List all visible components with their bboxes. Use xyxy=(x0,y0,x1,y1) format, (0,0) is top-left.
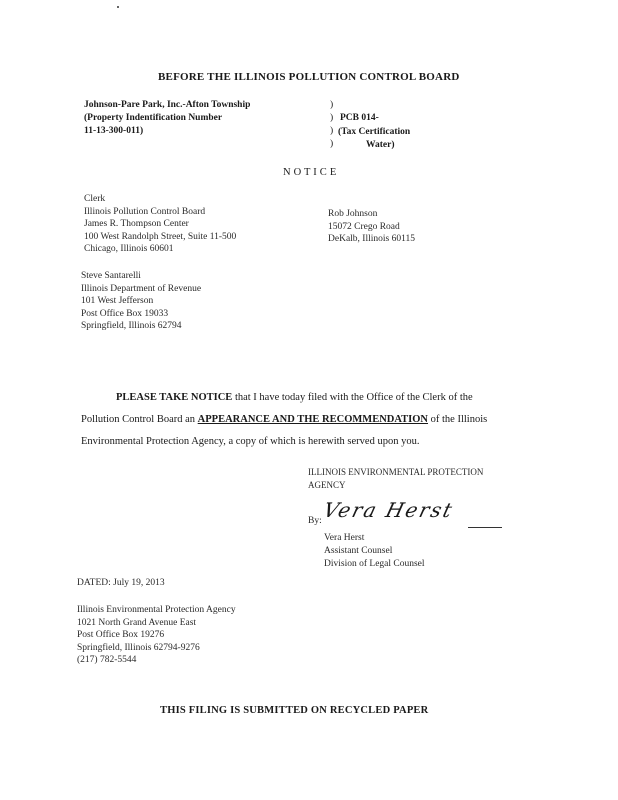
bracket: ) xyxy=(330,126,334,136)
notice-title: N O T I C E xyxy=(283,167,337,178)
address-line: Rob Johnson xyxy=(328,209,378,219)
address-line: 15072 Crego Road xyxy=(328,221,400,232)
caption-brackets xyxy=(330,99,333,151)
agency-line: ILLINOIS ENVIRONMENTAL PROTECTION xyxy=(308,467,484,477)
board-heading: BEFORE THE ILLINOIS POLLUTION CONTROL BOARD xyxy=(158,71,460,83)
johnson-address xyxy=(328,208,415,246)
notice-text: Pollution Control Board an xyxy=(81,414,198,425)
address-line: Springfield, Illinois 62794-9276 xyxy=(77,642,200,653)
agency-address xyxy=(77,604,236,667)
agency-line: AGENCY xyxy=(308,479,346,490)
address-line: Illinois Pollution Control Board xyxy=(84,206,206,217)
address-line: 100 West Randolph Street, Suite 11-500 xyxy=(84,231,237,242)
clerk-address xyxy=(84,193,236,256)
agency-name xyxy=(308,466,483,491)
revenue-address xyxy=(81,270,201,333)
case-subtype: Water) xyxy=(366,140,395,150)
bracket: ) xyxy=(330,100,334,110)
notice-line-3: Environmental Protection Agency, a copy of which is herewith served upon you. xyxy=(81,436,420,447)
date-line: DATED: July 19, 2013 xyxy=(77,578,165,588)
party-line: Johnson-Pare Park, Inc.-Afton Township xyxy=(84,100,251,110)
signer-division: Division of Legal Counsel xyxy=(324,559,425,569)
signer-info xyxy=(324,532,425,571)
signer-title: Assistant Counsel xyxy=(324,546,393,556)
address-line: DeKalb, Illinois 60115 xyxy=(328,234,415,244)
address-line: Clerk xyxy=(84,194,106,204)
address-line: Steve Santarelli xyxy=(81,271,141,281)
address-line: 101 West Jefferson xyxy=(81,296,154,306)
address-line: James R. Thompson Center xyxy=(84,219,189,229)
recycled-paper-footer: THIS FILING IS SUBMITTED ON RECYCLED PAPER xyxy=(160,705,429,716)
by-label: By: xyxy=(308,516,322,526)
notice-text: of the Illinois xyxy=(428,414,488,425)
party-line: (Property Indentification Number xyxy=(84,113,223,123)
address-line: Post Office Box 19276 xyxy=(77,630,165,640)
case-number: PCB 014- xyxy=(340,113,379,123)
party-caption xyxy=(84,99,250,138)
appearance-title: APPEARANCE AND THE RECOMMENDATION xyxy=(197,414,429,425)
handwritten-signature: Vera Herst xyxy=(321,498,457,522)
bracket: ) xyxy=(330,139,334,149)
case-type: (Tax Certification xyxy=(338,127,411,137)
address-line: Chicago, Illinois 60601 xyxy=(84,244,174,254)
address-line: Illinois Environmental Protection Agency xyxy=(77,605,236,615)
party-line: 11-13-300-011) xyxy=(84,126,144,136)
address-line: Springfield, Illinois 62794 xyxy=(81,321,182,331)
signature-line xyxy=(468,527,502,528)
address-line: 1021 North Grand Avenue East xyxy=(77,617,197,628)
notice-lead: PLEASE TAKE NOTICE xyxy=(116,392,233,403)
address-line: Post Office Box 19033 xyxy=(81,308,169,319)
notice-text: that I have today filed with the Office of the Clerk of the xyxy=(232,392,473,403)
signer-name: Vera Herst xyxy=(324,533,365,543)
scan-speck xyxy=(117,6,119,8)
address-line: Illinois Department of Revenue xyxy=(81,283,202,294)
address-line: (217) 782-5544 xyxy=(77,655,137,665)
bracket: ) xyxy=(330,113,334,123)
